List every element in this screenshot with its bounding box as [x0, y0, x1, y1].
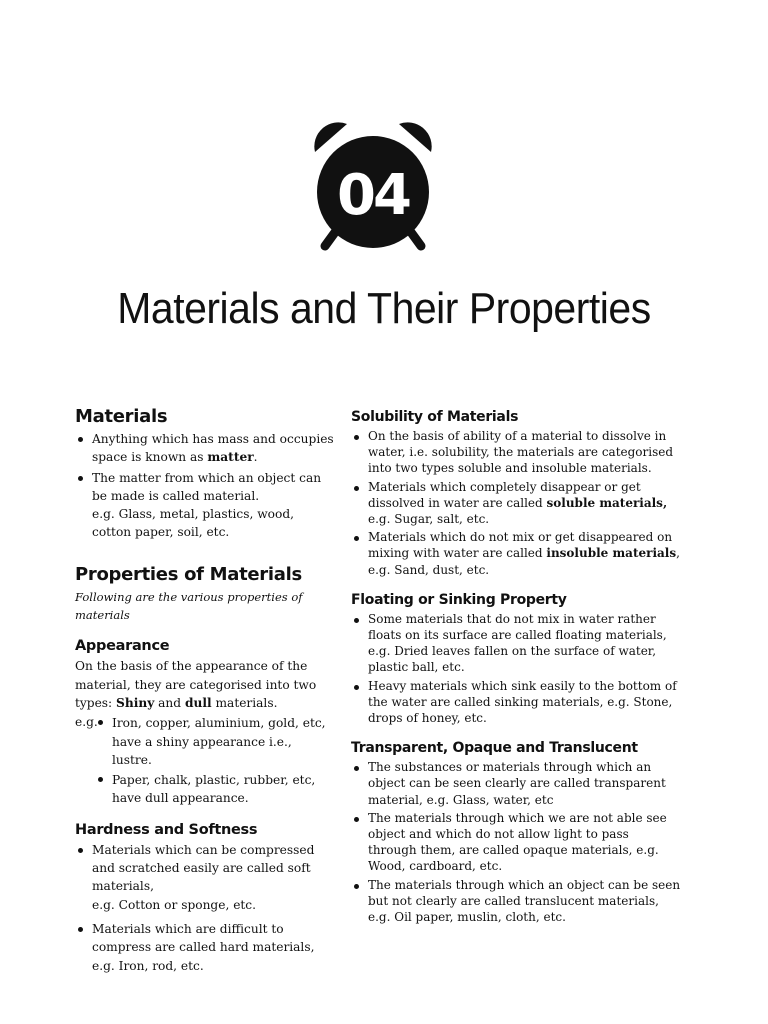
- solubility-list: [351, 428, 681, 578]
- list-item: The substances or materials through which an object can be seen clearly are called transparent material, e.g. Glass, water, etc: [351, 759, 681, 808]
- subheading-transparency: Transparent, Opaque and Translucent: [351, 740, 638, 757]
- appearance-text: On the basis of the appearance of the material, they are categorised into two types: Shiny and dull materials.: [75, 659, 317, 710]
- list-item: The matter from which an object can be made is called material. e.g. Glass, metal, plastics, wood, cotton paper, soil, etc.: [75, 469, 335, 542]
- right-column: [351, 402, 681, 925]
- list-item: The materials through which we are not able see object and which do not allow light to pass through them, are called opaque materials, e.g. Wood, cardboard, etc.: [351, 810, 681, 875]
- subheading-floating: Floating or Sinking Property: [351, 591, 567, 608]
- list-item: Materials which completely disappear or get dissolved in water are called soluble materials, e.g. Sugar, salt, etc.: [351, 479, 681, 528]
- list-item: Paper, chalk, plastic, rubber, etc, have dull appearance.: [95, 771, 335, 808]
- section-heading-properties: Properties of Materials: [75, 563, 302, 585]
- chapter-number: 04: [337, 163, 409, 228]
- subheading-appearance: Appearance: [75, 638, 170, 655]
- hardness-list: [75, 841, 335, 975]
- list-item: Some materials that do not mix in water rather floats on its surface are called floating materials, e.g. Dried leaves fallen on the surface of water, plastic ball, etc.: [351, 611, 681, 676]
- transparency-list: [351, 759, 681, 925]
- list-item: On the basis of ability of a material to dissolve in water, i.e. solubility, the materials are categorised into two types soluble and insoluble materials.: [351, 428, 681, 477]
- chapter-badge: [307, 118, 439, 256]
- subheading-hardness: Hardness and Softness: [75, 821, 258, 838]
- floating-list: [351, 611, 681, 726]
- section-heading-materials: Materials: [75, 406, 168, 427]
- eg-prefix: e.g.: [75, 715, 98, 730]
- left-column: [75, 402, 335, 975]
- list-item: Materials which are difficult to compress are called hard materials, e.g. Iron, rod, etc.: [75, 920, 335, 975]
- list-item: Heavy materials which sink easily to the bottom of the water are called sinking materials, e.g. Stone, drops of honey, etc.: [351, 678, 681, 727]
- materials-list: [75, 430, 335, 542]
- list-item: Materials which can be compressed and scratched easily are called soft materials, e.g. Cotton or sponge, etc.: [75, 841, 335, 914]
- list-item: Anything which has mass and occupies space is known as matter.: [75, 430, 335, 467]
- appearance-examples: [75, 714, 335, 807]
- alarm-clock-icon: [307, 118, 439, 256]
- properties-intro: Following are the various properties of materials: [75, 589, 303, 623]
- subheading-solubility: Solubility of Materials: [351, 409, 519, 425]
- list-item: Materials which do not mix or get disappeared on mixing with water are called insoluble materials, e.g. Sand, dust, etc.: [351, 529, 681, 578]
- list-item: Iron, copper, aluminium, gold, etc, have a shiny appearance i.e., lustre.: [95, 714, 335, 769]
- chapter-title: Materials and Their Properties: [117, 284, 651, 333]
- list-item: The materials through which an object can be seen but not clearly are called translucent materials, e.g. Oil paper, muslin, cloth, etc.: [351, 877, 681, 926]
